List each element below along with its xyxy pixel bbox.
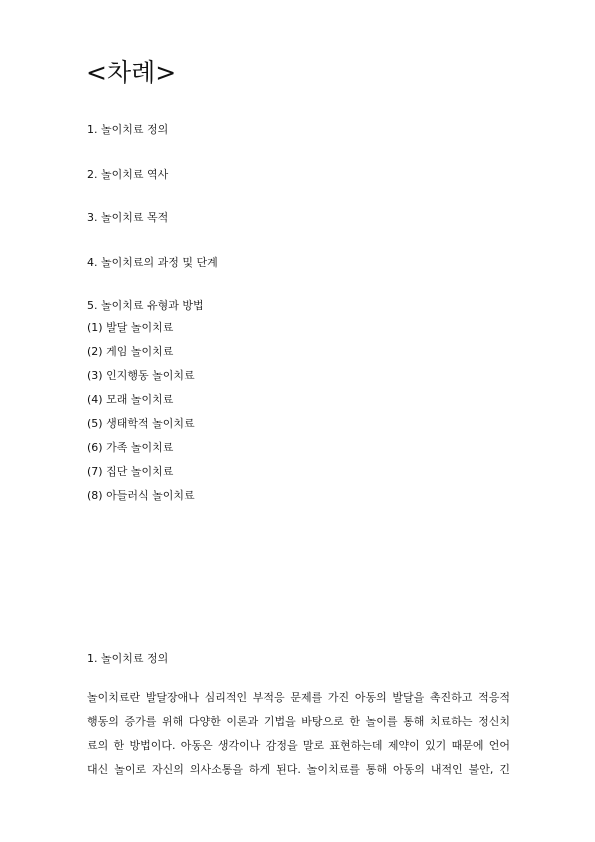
toc-item: 1. 놀이치료 정의: [87, 123, 169, 136]
toc-item: 2. 놀이치료 역사: [87, 168, 169, 181]
section-heading: 1. 놀이치료 정의: [87, 652, 169, 665]
toc-sub-item: (7) 집단 놀이치료: [87, 465, 174, 478]
body-paragraph: [87, 686, 510, 782]
toc-title: <차례>: [86, 58, 177, 87]
toc-sub-item: (1) 발달 놀이치료: [87, 321, 174, 334]
toc-item: 3. 놀이치료 목적: [87, 211, 169, 224]
toc-item: 4. 놀이치료의 과정 및 단계: [87, 256, 218, 269]
toc-sub-item: (6) 가족 놀이치료: [87, 441, 174, 454]
toc-sub-item: (5) 생태학적 놀이치료: [87, 417, 195, 430]
toc-sub-item: (8) 아들러식 놀이치료: [87, 489, 195, 502]
toc-item: 5. 놀이치료 유형과 방법: [87, 299, 204, 312]
toc-sub-item: (3) 인지행동 놀이치료: [87, 369, 195, 382]
paragraph-line: 대신 놀이로 자신의 의사소통을 하게 된다. 놀이치료를 통해 아동의 내적인 불안, 긴: [87, 763, 510, 776]
toc-sub-item: (2) 게임 놀이치료: [87, 345, 174, 358]
paragraph-line: 행동의 증가를 위해 다양한 이론과 기법을 바탕으로 한 놀이를 통해 치료하는 정신치: [87, 715, 510, 728]
paragraph-line: 료의 한 방법이다. 아동은 생각이나 감정을 말로 표현하는데 제약이 있기 때문에 언어: [87, 739, 510, 752]
paragraph-line: 놀이치료란 발달장애나 심리적인 부적응 문제를 가진 아동의 발달을 촉진하고 적응적: [87, 691, 510, 704]
toc-sub-item: (4) 모래 놀이치료: [87, 393, 174, 406]
